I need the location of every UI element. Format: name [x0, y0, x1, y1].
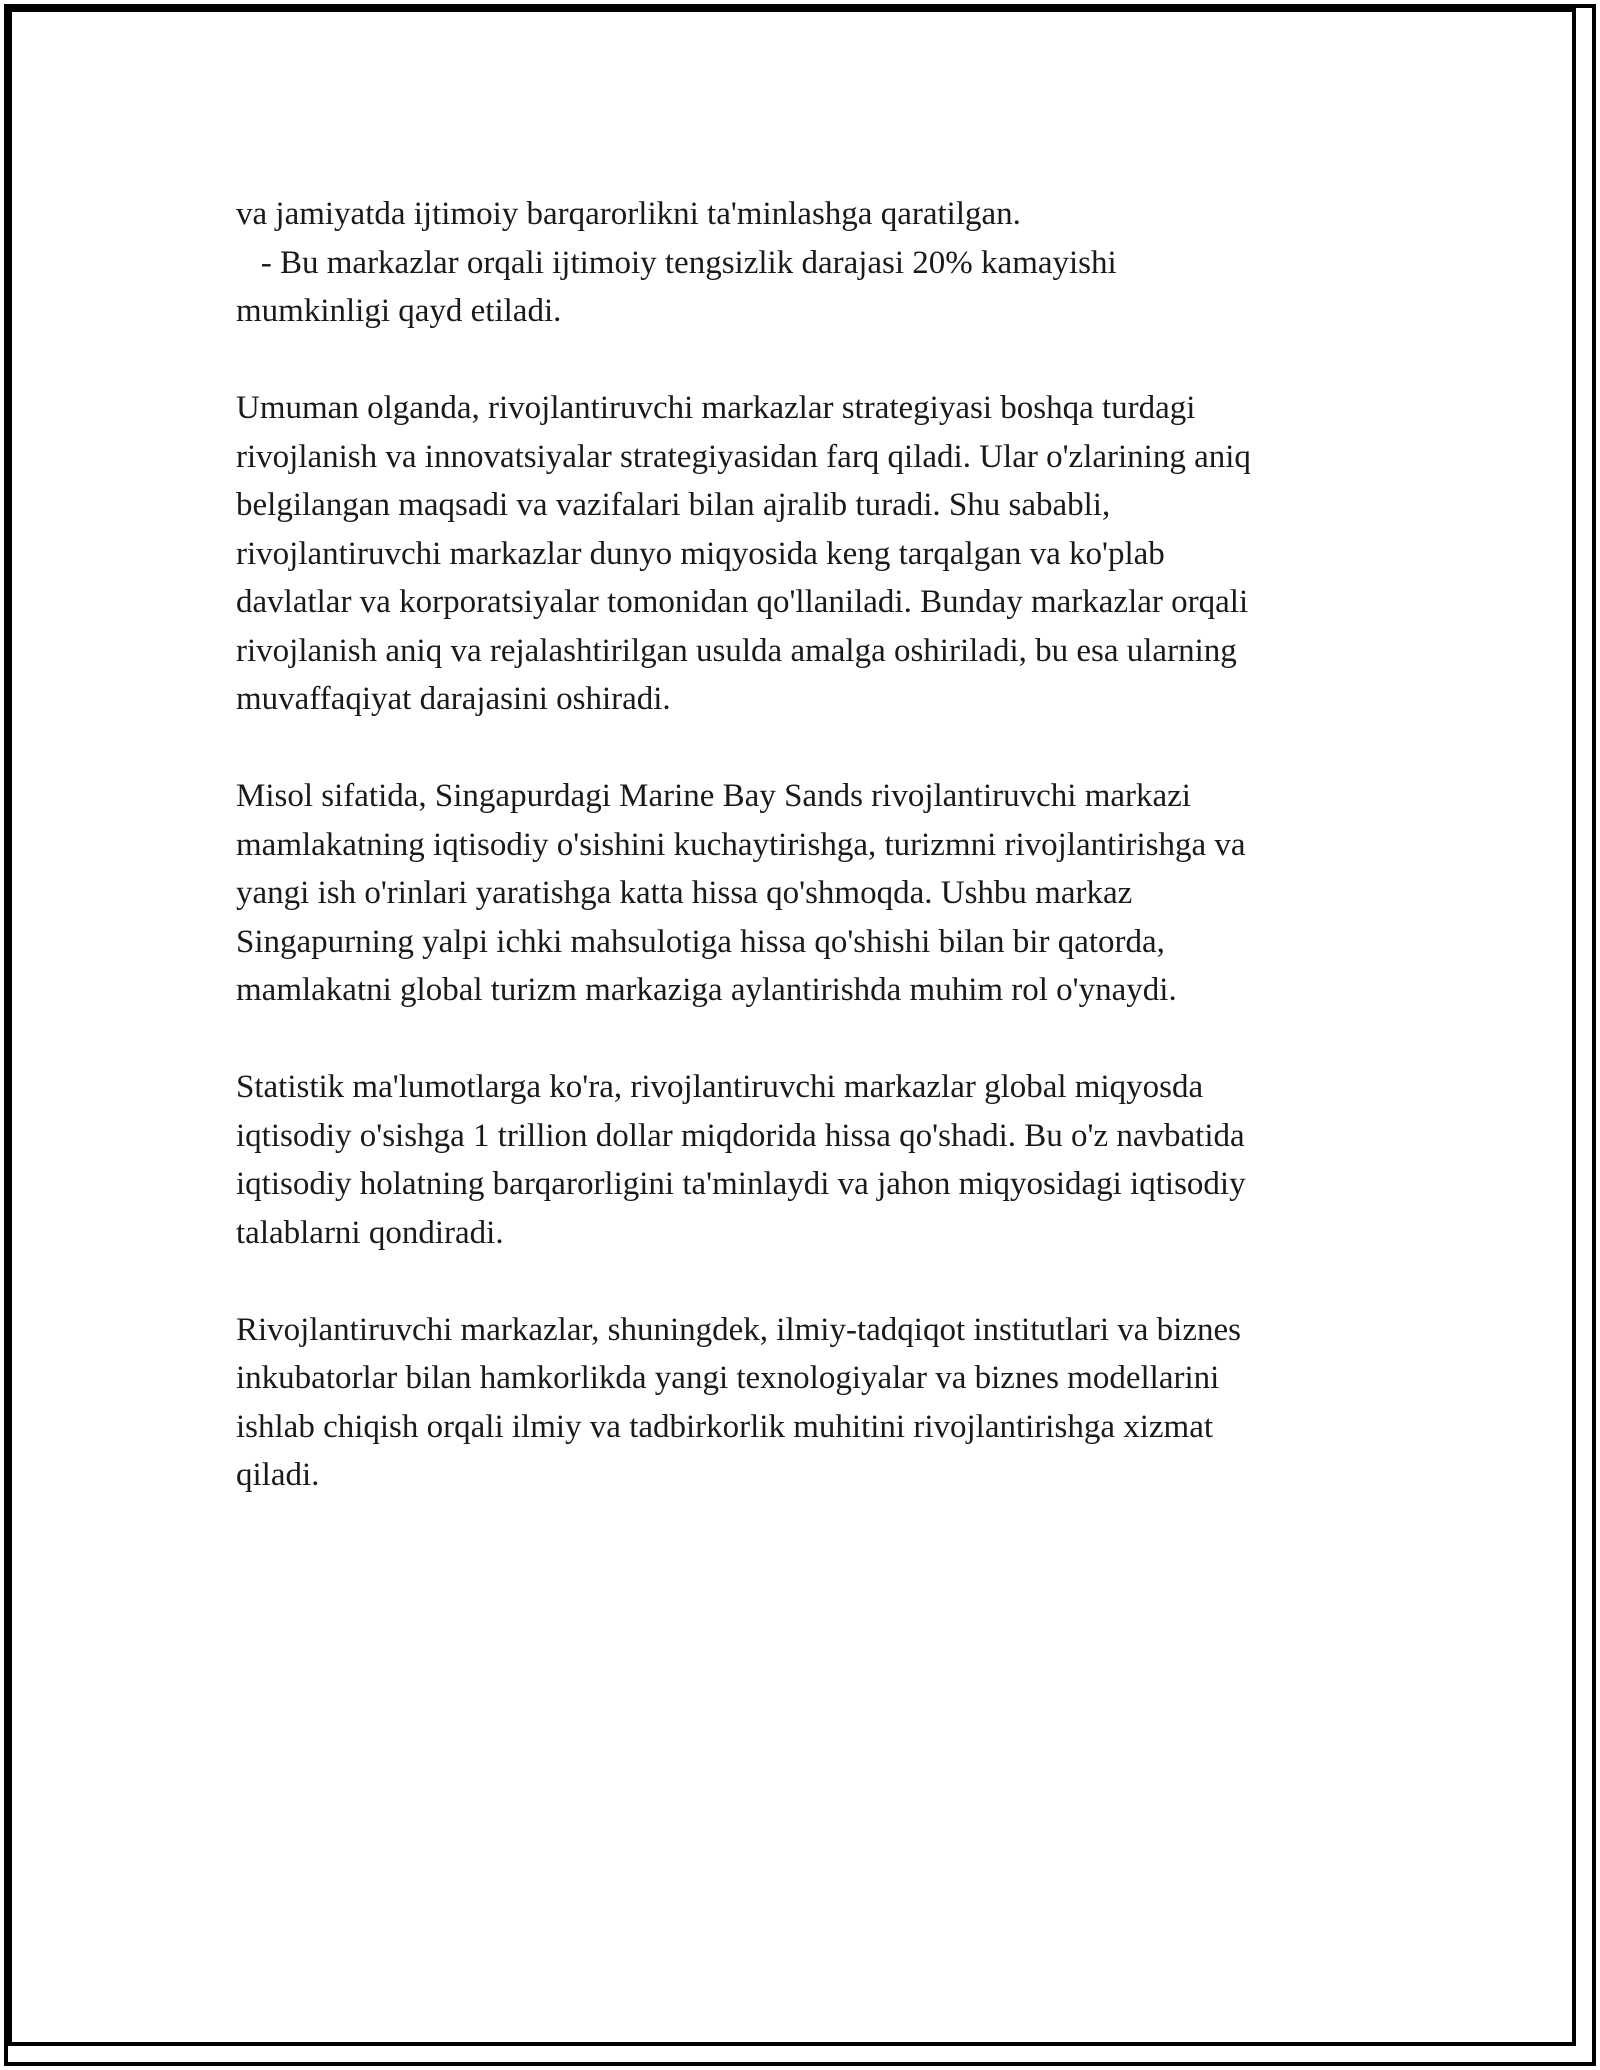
paragraph-gap — [236, 336, 1386, 385]
text-line: Umuman olganda, rivojlantiruvchi markazlar strategiyasi boshqa turdagi — [236, 390, 1196, 426]
text-line: rivojlantiruvchi markazlar dunyo miqyosida keng tarqalgan va ko'plab — [236, 535, 1165, 572]
text-line: mamlakatni global turizm markaziga aylantirishda muhim rol o'ynaydi. — [236, 972, 1177, 1008]
paragraph-gap — [236, 1257, 1386, 1306]
text-line: Statistik ma'lumotlarga ko'ra, rivojlantiruvchi markazlar global miqyosda — [236, 1069, 1204, 1105]
paragraph-gap — [236, 724, 1386, 773]
text-line: iqtisodiy holatning barqarorligini ta'minlaydi va jahon miqyosidagi iqtisodiy — [236, 1166, 1246, 1202]
paragraph-gap — [236, 1015, 1386, 1064]
text-line: mamlakatning iqtisodiy o'sishini kuchaytirishga, turizmni rivojlantirishga va — [236, 826, 1246, 863]
document-body — [236, 190, 1386, 1500]
text-line: Rivojlantiruvchi markazlar, shuningdek, ilmiy-tadqiqot institutlari va biznes — [236, 1311, 1241, 1348]
text-line: talablarni qondiradi. — [236, 1214, 504, 1251]
text-line: va jamiyatda ijtimoiy barqarorlikni ta'minlashga qaratilgan. — [236, 196, 1021, 232]
text-line: inkubatorlar bilan hamkorlikda yangi texnologiyalar va biznes modellarini — [236, 1360, 1220, 1396]
text-line: rivojlanish va innovatsiyalar strategiyasidan farq qiladi. Ular o'zlarining aniq — [236, 438, 1251, 475]
text-line: Singapurning yalpi ichki mahsulotiga hissa qo'shishi bilan bir qatorda, — [236, 923, 1165, 960]
text-line: yangi ish o'rinlari yaratishga katta hissa qo'shmoqda. Ushbu markaz — [236, 875, 1133, 911]
text-line: - Bu markazlar orqali ijtimoiy tengsizlik darajasi 20% kamayishi — [236, 244, 1117, 281]
text-line: belgilangan maqsadi va vazifalari bilan ajralib turadi. Shu sababli, — [236, 487, 1111, 523]
text-line: Misol sifatida, Singapurdagi Marine Bay Sands rivojlantiruvchi markazi — [236, 778, 1191, 814]
text-line: iqtisodiy o'sishga 1 trillion dollar miqdorida hissa qo'shadi. Bu o'z navbatida — [236, 1117, 1245, 1154]
text-line: rivojlanish aniq va rejalashtirilgan usulda amalga oshiriladi, bu esa ularning — [236, 632, 1237, 669]
text-line: mumkinligi qayd etiladi. — [236, 293, 562, 329]
text-line: muvaffaqiyat darajasini oshiradi. — [236, 681, 671, 717]
text-line: qiladi. — [236, 1457, 320, 1493]
text-line: ishlab chiqish orqali ilmiy va tadbirkorlik muhitini rivojlantirishga xizmat — [236, 1408, 1214, 1445]
text-line: davlatlar va korporatsiyalar tomonidan qo'llaniladi. Bunday markazlar orqali — [236, 584, 1249, 620]
